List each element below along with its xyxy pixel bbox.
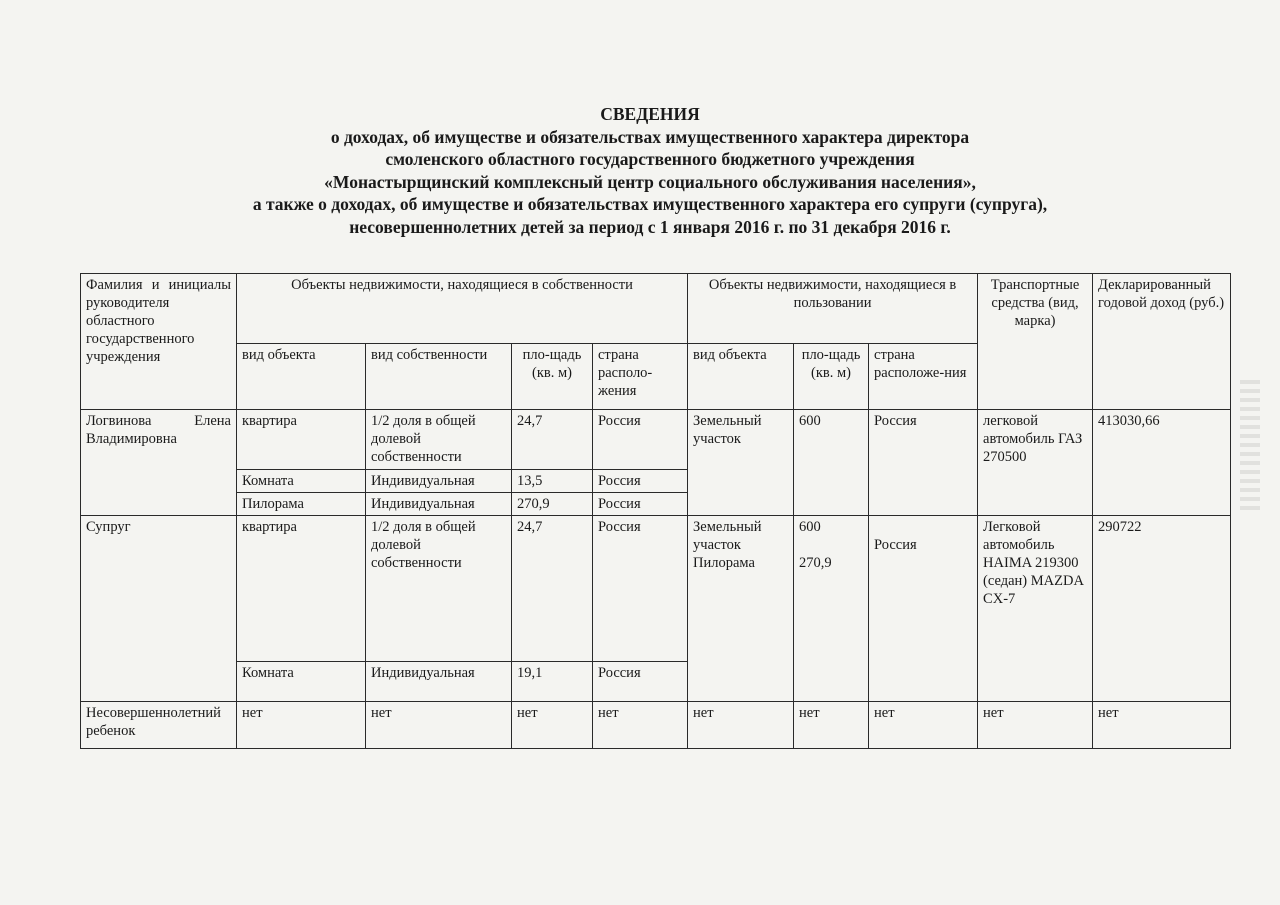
heading-line-1: о доходах, об имуществе и обязательствах имущественного характера директора: [330, 126, 970, 147]
transport-cell: Легковой автомобиль HAIMA 219300 (седан) MAZDA CX-7: [978, 516, 1093, 702]
header-owned-ownership: вид собственности: [366, 344, 512, 410]
table-cell: нет: [794, 702, 869, 749]
table-row: [81, 516, 1231, 662]
header-owned-country: страна располо-жения: [593, 344, 688, 410]
person-name: Несовершеннолетний ребенок: [81, 702, 237, 749]
owned-ownership-cell: Индивидуальная: [366, 470, 512, 493]
header-row-1: [81, 274, 1231, 344]
header-used-area: пло-щадь (кв. м): [794, 344, 869, 410]
table-cell: нет: [869, 702, 978, 749]
owned-country-cell: Россия: [593, 516, 688, 662]
table-cell: нет: [366, 702, 512, 749]
header-income: Декларированный годовой доход (руб.): [1093, 274, 1231, 410]
owned-country-cell: Россия: [593, 470, 688, 493]
header-name: Фамилия и инициалы руководителя областного государственного учреждения: [81, 274, 237, 410]
owned-type-cell: квартира: [237, 410, 366, 470]
scan-artifact: [1240, 380, 1260, 510]
used-country-cell: [869, 516, 978, 702]
owned-type-cell: Комната: [237, 662, 366, 702]
owned-type-cell: Комната: [237, 470, 366, 493]
table-cell: нет: [237, 702, 366, 749]
income-cell: 413030,66: [1093, 410, 1231, 516]
owned-area-cell: 19,1: [512, 662, 593, 702]
table-cell: нет: [688, 702, 794, 749]
header-used-group: Объекты недвижимости, находящиеся в пользовании: [688, 274, 978, 344]
table-cell: нет: [512, 702, 593, 749]
heading-line-2: смоленского областного государственного бюджетного учреждения: [385, 149, 915, 169]
header-used-country: страна расположе-ния: [869, 344, 978, 410]
document-heading: [0, 103, 1280, 238]
heading-line-5: несовершеннолетних детей за период с 1 января 2016 г. по 31 декабря 2016 г.: [349, 216, 951, 237]
used-area-cell: 600: [794, 410, 869, 516]
header-transport: Транспортные средства (вид, марка): [978, 274, 1093, 410]
used-country-value: Россия: [874, 537, 917, 553]
owned-area-cell: 24,7: [512, 410, 593, 470]
used-country-cell: Россия: [869, 410, 978, 516]
header-owned-area: пло-щадь (кв. м): [512, 344, 593, 410]
transport-cell: легковой автомобиль ГАЗ 270500: [978, 410, 1093, 516]
header-used-type: вид объекта: [688, 344, 794, 410]
owned-country-cell: Россия: [593, 662, 688, 702]
header-owned-type: вид объекта: [237, 344, 366, 410]
owned-area-cell: 24,7: [512, 516, 593, 662]
owned-country-cell: Россия: [593, 493, 688, 516]
used-area-value-1: 600: [799, 519, 821, 535]
table-cell: нет: [593, 702, 688, 749]
person-name: Логвинова Елена Владимировна: [81, 410, 237, 516]
owned-country-cell: Россия: [593, 410, 688, 470]
owned-ownership-cell: 1/2 доля в общей долевой собственности: [366, 410, 512, 470]
heading-line-3: «Монастырщинский комплексный центр социального обслуживания населения»,: [324, 171, 976, 192]
used-type-cell: Земельный участок Пилорама: [688, 516, 794, 702]
used-type-cell: Земельный участок: [688, 410, 794, 516]
heading-line-4: а также о доходах, об имуществе и обязательствах имущественного характера его супруги (супруга),: [252, 194, 1048, 214]
income-cell: 290722: [1093, 516, 1231, 702]
owned-ownership-cell: Индивидуальная: [366, 493, 512, 516]
table-cell: нет: [1093, 702, 1231, 749]
document-title: СВЕДЕНИЯ: [600, 104, 700, 124]
owned-ownership-cell: Индивидуальная: [366, 662, 512, 702]
person-name: Супруг: [81, 516, 237, 702]
table-row: [81, 702, 1231, 749]
owned-area-cell: 270,9: [512, 493, 593, 516]
used-area-value-2: 270,9: [799, 555, 832, 571]
used-area-cell: [794, 516, 869, 702]
header-owned-group: Объекты недвижимости, находящиеся в собственности: [237, 274, 688, 344]
declaration-table: [80, 273, 1231, 749]
owned-area-cell: 13,5: [512, 470, 593, 493]
table-row: [81, 410, 1231, 470]
owned-type-cell: квартира: [237, 516, 366, 662]
owned-type-cell: Пилорама: [237, 493, 366, 516]
owned-ownership-cell: 1/2 доля в общей долевой собственности: [366, 516, 512, 662]
table-cell: нет: [978, 702, 1093, 749]
